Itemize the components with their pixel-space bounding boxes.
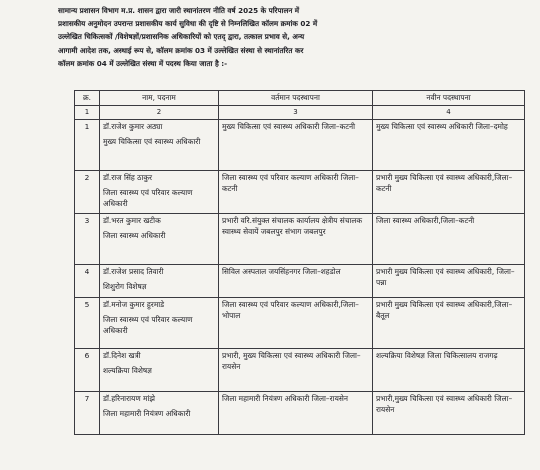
officer-name: डॉ.मनोज कुमार हुरमाडे	[103, 300, 165, 309]
column-number: 2	[100, 106, 219, 120]
header-serial: क्र.	[75, 91, 100, 106]
serial-cell: 1	[75, 120, 100, 171]
officer-designation: जिला स्वास्थ्य एवं परिवार कल्याण अधिकारी	[103, 315, 193, 335]
officer-name: डॉ.दिनेश खत्री	[103, 351, 141, 360]
intro-paragraph	[58, 4, 478, 70]
serial-cell: 5	[75, 298, 100, 349]
name-cell	[100, 349, 219, 392]
name-cell	[100, 392, 219, 435]
officer-designation: जिला स्वास्थ्य एवं परिवार कल्याण अधिकारी	[103, 188, 193, 208]
column-number: 1	[75, 106, 100, 120]
new-posting-cell: प्रभारी,मुख्य चिकित्सा एवं स्वास्थ्य अधिकारी जिला–रायसेन	[373, 392, 525, 435]
current-posting-cell: जिला महामारी नियंत्रण अधिकारी जिला–रायसेन	[219, 392, 373, 435]
officer-name: डॉ.राजेश प्रसाद तिवारी	[103, 267, 164, 276]
serial-cell: 6	[75, 349, 100, 392]
current-posting-cell: प्रभारी वरि.संयुक्त संचालक कार्यालय क्षेत्रीय संचालक स्वास्थ्य सेवायें जबलपुर संभाग जबलपुर	[219, 214, 373, 265]
new-posting-cell: जिला स्वास्थ्य अधिकारी,जिला–कटनी	[373, 214, 525, 265]
officer-designation: शिशुरोग विशेषज्ञ	[103, 282, 147, 291]
serial-cell: 4	[75, 265, 100, 298]
intro-line: सामान्य प्रशासन विभाग म.प्र. शासन द्वारा जारी स्थानांतरण नीति वर्ष 2025 के परिपालन में	[58, 6, 300, 15]
name-cell	[100, 298, 219, 349]
officer-name: डॉ.हरिनारायण मांझे	[103, 394, 155, 403]
table-row	[75, 120, 525, 171]
column-number: 4	[373, 106, 525, 120]
officer-name: डॉ.भरत कुमार खटीक	[103, 216, 161, 225]
header-new-posting: नवीन पदस्थापना	[373, 91, 525, 106]
table-row	[75, 298, 525, 349]
intro-line: कॉलम क्रमांक 04 में उल्लेखित संस्था में पदस्थ किया जाता है :-	[58, 58, 228, 68]
table-row	[75, 214, 525, 265]
current-posting-cell: प्रभारी, मुख्य चिकित्सा एवं स्वास्थ्य अधिकारी जिला–रायसेन	[219, 349, 373, 392]
current-posting-cell: मुख्य चिकित्सा एवं स्वास्थ्य अधिकारी जिला–कटनी	[219, 120, 373, 171]
officer-designation: शल्यक्रिया विशेषज्ञ	[103, 366, 152, 375]
officer-designation: जिला स्वास्थ्य अधिकारी	[103, 231, 166, 240]
name-cell	[100, 265, 219, 298]
header-row	[75, 91, 525, 106]
officer-designation: मुख्य चिकित्सा एवं स्वास्थ्य अधिकारी	[103, 137, 201, 146]
transfer-table	[74, 90, 525, 435]
serial-cell: 3	[75, 214, 100, 265]
table-row	[75, 392, 525, 435]
officer-name: डॉ.राजेश कुमार अठ्या	[103, 122, 163, 131]
header-name-designation: नाम, पदनाम	[100, 91, 219, 106]
table-row	[75, 265, 525, 298]
header-current-posting: वर्तमान पदस्थापना	[219, 91, 373, 106]
new-posting-cell: प्रभारी मुख्य चिकित्सा एवं स्वास्थ्य अधिकारी, जिला–पन्ना	[373, 265, 525, 298]
column-number: 3	[219, 106, 373, 120]
column-number-row	[75, 106, 525, 120]
name-cell	[100, 120, 219, 171]
serial-cell: 7	[75, 392, 100, 435]
new-posting-cell: प्रभारी मुख्य चिकित्सा एवं स्वास्थ्य अधिकारी,जिला–कटनी	[373, 171, 525, 214]
table-row	[75, 349, 525, 392]
intro-line: प्रशासकीय अनुमोदन उपरान्त प्रशासकीय कार्य सुविधा की दृष्टि से निम्नलिखित कॉलम क्रमांक 02 में	[58, 19, 318, 29]
current-posting-cell: जिला स्वास्थ्य एवं परिवार कल्याण अधिकारी जिला–कटनी	[219, 171, 373, 214]
officer-designation: जिला महामारी नियंत्रण अधिकारी	[103, 409, 191, 418]
intro-line: आगामी आदेश तक, अस्थाई रूप से, कॉलम क्रमांक 03 में उल्लेखित संस्था से स्थानांतरित कर	[58, 45, 304, 55]
name-cell	[100, 214, 219, 265]
current-posting-cell: सिविल अस्पताल जयसिंहनगर जिला–शहडोल	[219, 265, 373, 298]
table-row	[75, 171, 525, 214]
current-posting-cell: जिला स्वास्थ्य एवं परिवार कल्याण अधिकारी,जिला–भोपाल	[219, 298, 373, 349]
new-posting-cell: शल्यक्रिया विशेषज्ञ जिला चिकित्सालय राजगढ़	[373, 349, 525, 392]
serial-cell: 2	[75, 171, 100, 214]
new-posting-cell: मुख्य चिकित्सा एवं स्वास्थ्य अधिकारी जिला–दमोह	[373, 120, 525, 171]
intro-line: उल्लेखित चिकित्सकों /विशेषज्ञों/प्रशासनिक अधिकारियों को एतद् द्वारा, तत्काल प्रभाव से, अन्य	[58, 32, 305, 42]
name-cell	[100, 171, 219, 214]
officer-name: डॉ.राज सिंह ठाकुर	[103, 173, 153, 182]
new-posting-cell: प्रभारी मुख्य चिकित्सा एवं स्वास्थ्य अधिकारी,जिला–बैतूल	[373, 298, 525, 349]
